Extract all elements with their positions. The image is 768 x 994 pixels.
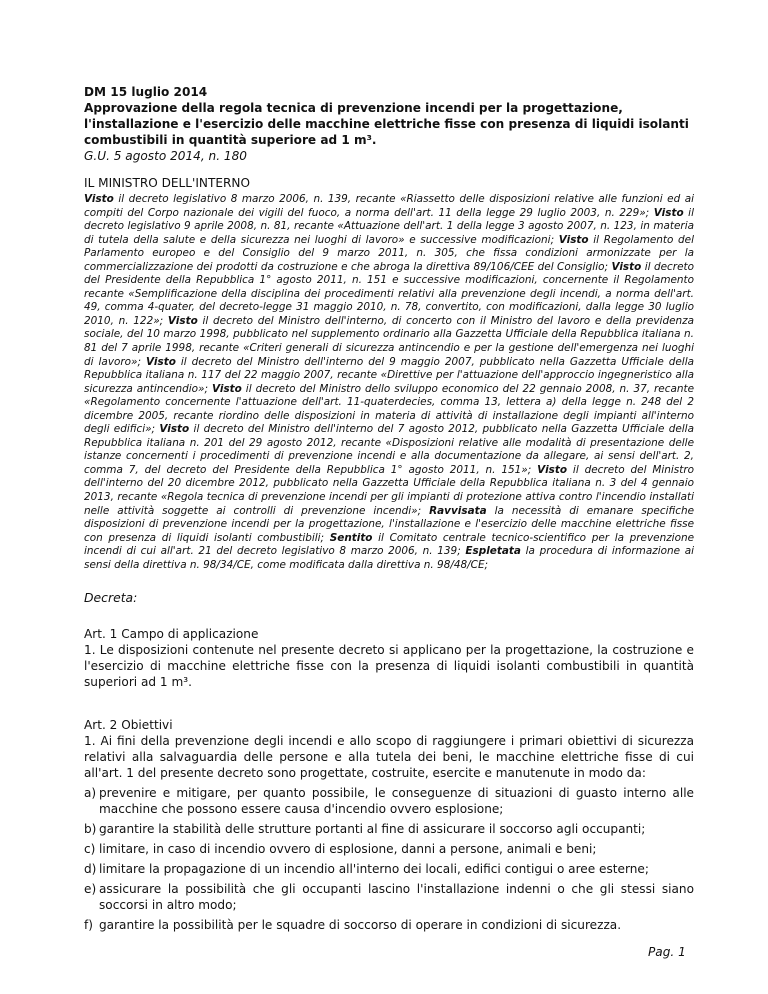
list-item-text: limitare, in caso di incendio ovvero di esplosione, danni a persone, animali e beni; xyxy=(99,842,597,856)
list-item-text: garantire la possibilità per le squadre di soccorso di operare in condizioni di sicurezza. xyxy=(99,918,622,932)
list-item-text: prevenire e mitigare, per quanto possibile, le conseguenze di situazioni di guasto interno alle macchine che possono essere causa d'incendio ovvero esplosione; xyxy=(99,786,694,816)
preamble-text: il Regolamento del Parlamento europeo e del Consiglio del 9 marzo 2011, n. 305, che fissa condizioni armonizzate per la commercializzazione dei prodotti da costruzione e che abroga la direttiva 89/106/CEE del Consiglio; xyxy=(84,233,694,273)
list-item xyxy=(84,821,694,837)
list-marker: c) xyxy=(84,842,96,856)
list-marker: f) xyxy=(84,918,93,932)
list-marker: e) xyxy=(84,882,97,896)
article-title: Art. 1 Campo di applicazione xyxy=(84,627,259,641)
article-title: Art. 2 Obiettivi xyxy=(84,718,173,732)
preamble-keyword: Sentito xyxy=(329,531,373,544)
preamble-text: il decreto legislativo 9 aprile 2008, n. 81, recante «Attuazione dell'art. 1 della legge 3 agosto 2007, n. 123, in materia di tutela della salute e della sicurezza nei luoghi di lavoro» e successive modificazioni; xyxy=(84,206,694,246)
preamble-text: il decreto del Ministro dell'interno del 7 agosto 2012, pubblicato nella Gazzetta Ufficiale della Repubblica italiana n. 201 del 29 agosto 2012, recante «Disposizioni relative alle modalità di presentazione delle istanze concernenti i procedimenti di prevenzione incendi e alla documentazione da allegare, ai sensi dell'art. 2, comma 7, del decreto del Presidente della Repubblica 1° agosto 2011, n. 151»; xyxy=(84,423,694,476)
decree-title: Approvazione della regola tecnica di prevenzione incendi per la progettazione, l'installazione e l'esercizio delle macchine elettriche fisse con presenza di liquidi isolanti combustibili in quantità superiore ad 1 m³. xyxy=(84,101,689,147)
article-text: 1. Le disposizioni contenute nel presente decreto si applicano per la progettazione, la costruzione e l'esercizio di macchine elettriche fisse con la presenza di liquidi isolanti combustibili in quantità superiori ad 1 m³. xyxy=(84,643,694,689)
preamble-keyword: Visto xyxy=(146,355,176,368)
preamble-keyword: Espletata xyxy=(465,545,521,558)
preamble-keyword: Visto xyxy=(537,463,568,476)
preamble-keyword: Visto xyxy=(558,233,589,246)
list-item xyxy=(84,881,694,913)
minister-heading: IL MINISTRO DELL'INTERNO xyxy=(84,176,250,190)
preamble xyxy=(84,193,694,572)
article-intro: 1. Ai fini della prevenzione degli incendi e allo scopo di raggiungere i primari obiettivi di sicurezza relativi alla salvaguardia delle persone e alla tutela dei beni, le macchine elettriche fisse di cui all'art. 1 del presente decreto sono progettate, costruite, esercite e manutenute in modo da: xyxy=(84,734,694,780)
preamble-keyword: Visto xyxy=(167,314,198,327)
preamble-text: il decreto legislativo 8 marzo 2006, n. 139, recante «Riassetto delle disposizioni relative alle funzioni ed ai compiti del Corpo nazionale dei vigili del fuoco, a norma dell'art. 11 della legge 29 luglio 2003, n. 229»; xyxy=(84,193,694,219)
preamble-keyword: Visto xyxy=(84,193,114,205)
document-header xyxy=(84,84,694,164)
article-2 xyxy=(84,717,694,937)
preamble-keyword: Visto xyxy=(211,382,242,395)
list-item-text: limitare la propagazione di un incendio all'interno dei locali, edifici contigui o aree esterne; xyxy=(99,862,649,876)
list-item xyxy=(84,785,694,817)
preamble-text: la necessità di emanare specifiche disposizioni di prevenzione incendi per la progettazione, l'installazione e l'esercizio delle macchine elettriche fisse con presenza di liquidi isolanti combustibili; xyxy=(84,504,694,544)
article-1 xyxy=(84,626,694,690)
preamble-text: il decreto del Ministro dell'interno del 9 maggio 2007, pubblicato nella Gazzetta Ufficiale della Repubblica italiana n. 117 del 22 maggio 2007, recante «Direttive per l'attuazione dell'approccio ingegneristico alla sicurezza antincendio»; xyxy=(84,355,695,395)
decree-date: DM 15 luglio 2014 xyxy=(84,85,208,99)
list-item-text: garantire la stabilità delle strutture portanti al fine di assicurare il soccorso agli occupanti; xyxy=(99,822,646,836)
page-number: Pag. 1 xyxy=(648,945,686,959)
list-marker: a) xyxy=(84,786,97,800)
objectives-list xyxy=(84,785,694,933)
preamble-text: il decreto del Presidente della Repubblica 1° agosto 2011, n. 151 e successive modificazioni, concernente il Regolamento recante «Semplificazione della disciplina dei procedimenti relativi alla prevenzione degli incendi, a norma dell'art. 49, comma 4-quater, del decreto-legge 31 maggio 2010, n. 78, convertito, con modificazioni, dalla legge 30 luglio 2010, n. 122»; xyxy=(84,260,694,327)
preamble-text: il Comitato centrale tecnico-scientifico per la prevenzione incendi di cui all'art. 21 del decreto legislativo 8 marzo 2006, n. 139; xyxy=(84,531,694,558)
decreta-heading: Decreta: xyxy=(84,590,138,605)
list-marker: d) xyxy=(84,862,97,876)
preamble-text: il decreto del Ministro dell'interno, di concerto con il Ministro del lavoro e della previdenza sociale, del 10 marzo 1998, pubblicato nel supplemento ordinario alla Gazzetta Ufficiale della Repubblica italiana n. 81 del 7 aprile 1998, recante «Criteri generali di sicurezza antincendio e per la gestione dell'emergenza nei luoghi di lavoro»; xyxy=(84,314,694,368)
preamble-keyword: Ravvisata xyxy=(429,504,487,517)
preamble-text: il decreto del Ministro dell'interno del 20 dicembre 2012, pubblicato nella Gazzetta Ufficiale della Repubblica italiana n. 3 del 4 gennaio 2013, recante «Regola tecnica di prevenzione incendi per gli impianti di protezione attiva contro l'incendio installati nelle attività soggette ai controlli di prevenzione incendi»; xyxy=(84,463,694,517)
list-marker: b) xyxy=(84,822,97,836)
list-item xyxy=(84,917,694,933)
gazette-reference: G.U. 5 agosto 2014, n. 180 xyxy=(84,149,247,163)
list-item-text: assicurare la possibilità che gli occupanti lascino l'installazione indenni o che gli stessi siano soccorsi in altro modo; xyxy=(99,882,694,912)
preamble-text: la procedura di informazione ai sensi della direttiva n. 98/34/CE, come modificata dalla direttiva n. 98/48/CE; xyxy=(84,545,695,571)
preamble-text: il decreto del Ministro dello sviluppo economico del 22 gennaio 2008, n. 37, recante «Regolamento concernente l'attuazione dell'art. 11-quaterdecies, comma 13, lettera a) della legge n. 248 del 2 dicembre 2005, recante riordino delle disposizioni in materia di attività di installazione degli impianti all'interno degli edifici»; xyxy=(84,382,694,436)
preamble-keyword: Visto xyxy=(611,260,642,273)
preamble-keyword: Visto xyxy=(159,423,190,436)
list-item xyxy=(84,841,694,857)
list-item xyxy=(84,861,694,877)
preamble-keyword: Visto xyxy=(653,206,684,219)
